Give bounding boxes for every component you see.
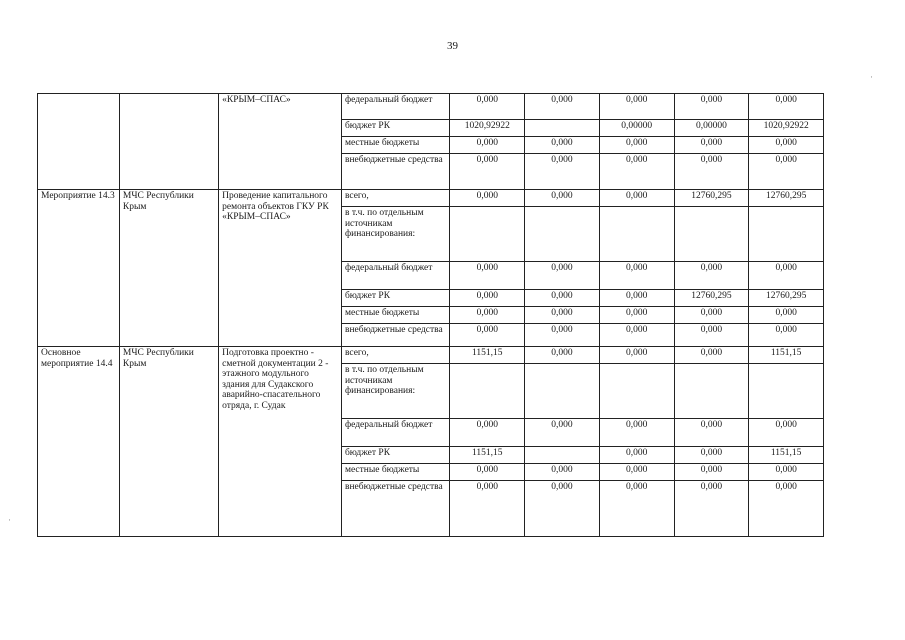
amount-cell: 0,000 (674, 481, 749, 537)
amount-cell: 0,000 (525, 154, 600, 190)
amount-cell (525, 120, 600, 137)
event-name-cell (38, 94, 120, 190)
amount-cell: 0,000 (525, 324, 600, 347)
amount-cell: 0,000 (599, 481, 674, 537)
amount-cell: 0,000 (599, 190, 674, 207)
amount-cell: 0,000 (599, 419, 674, 447)
budget-table-body (38, 94, 824, 537)
event-name-cell: Основное мероприятие 14.4 (38, 347, 120, 537)
amount-cell: 0,000 (525, 262, 600, 290)
amount-cell: 0,000 (674, 94, 749, 120)
amount-cell: 0,000 (674, 154, 749, 190)
amount-cell: 0,000 (599, 464, 674, 481)
amount-cell (749, 364, 824, 419)
executor-cell (119, 94, 218, 190)
funding-source-cell: в т.ч. по отдельным источникам финансирования: (341, 207, 449, 262)
amount-cell: 0,000 (749, 419, 824, 447)
funding-source-cell: федеральный бюджет (341, 419, 449, 447)
amount-cell: 12760,295 (749, 190, 824, 207)
table-row (38, 94, 824, 120)
executor-cell: МЧС Республики Крым (119, 190, 218, 347)
amount-cell: 0,000 (450, 464, 525, 481)
funding-source-cell: местные бюджеты (341, 464, 449, 481)
funding-source-cell: внебюджетные средства (341, 324, 449, 347)
funding-source-cell: местные бюджеты (341, 137, 449, 154)
funding-source-cell: внебюджетные средства (341, 481, 449, 537)
funding-source-cell: всего, (341, 190, 449, 207)
funding-source-cell: всего, (341, 347, 449, 364)
amount-cell (525, 447, 600, 464)
amount-cell: 0,000 (525, 464, 600, 481)
amount-cell: 0,000 (749, 94, 824, 120)
amount-cell: 0,000 (450, 154, 525, 190)
amount-cell: 0,000 (749, 262, 824, 290)
amount-cell: 0,000 (599, 324, 674, 347)
amount-cell: 0,000 (450, 419, 525, 447)
amount-cell: 0,000 (450, 262, 525, 290)
funding-source-cell: бюджет РК (341, 120, 449, 137)
amount-cell: 0,000 (599, 262, 674, 290)
object-cell: «КРЫМ–СПАС» (219, 94, 342, 190)
amount-cell: 0,000 (674, 137, 749, 154)
amount-cell (450, 207, 525, 262)
amount-cell: 12760,295 (674, 190, 749, 207)
amount-cell: 0,000 (674, 347, 749, 364)
amount-cell: 0,000 (450, 307, 525, 324)
amount-cell: 0,000 (450, 137, 525, 154)
amount-cell (749, 207, 824, 262)
amount-cell: 0,000 (599, 137, 674, 154)
amount-cell: 1151,15 (749, 347, 824, 364)
amount-cell: 0,000 (674, 464, 749, 481)
table-row (38, 347, 824, 364)
amount-cell: 0,000 (525, 481, 600, 537)
event-name-cell: Мероприятие 14.3 (38, 190, 120, 347)
amount-cell: 0,000 (599, 307, 674, 324)
amount-cell: 0,000 (525, 307, 600, 324)
amount-cell: 1020,92922 (450, 120, 525, 137)
amount-cell: 0,000 (450, 94, 525, 120)
amount-cell: 0,000 (450, 190, 525, 207)
amount-cell: 0,000 (525, 419, 600, 447)
amount-cell (599, 207, 674, 262)
amount-cell: 0,000 (599, 290, 674, 307)
amount-cell: 0,000 (749, 464, 824, 481)
amount-cell: 0,000 (599, 347, 674, 364)
amount-cell: 0,000 (525, 290, 600, 307)
funding-source-cell: федеральный бюджет (341, 262, 449, 290)
amount-cell: 0,000 (525, 190, 600, 207)
amount-cell: 0,000 (599, 94, 674, 120)
amount-cell: 0,000 (749, 137, 824, 154)
amount-cell: 0,000 (674, 447, 749, 464)
funding-source-cell: федеральный бюджет (341, 94, 449, 120)
amount-cell (674, 207, 749, 262)
budget-table (37, 93, 824, 537)
amount-cell: 0,000 (450, 324, 525, 347)
amount-cell: 0,000 (749, 307, 824, 324)
amount-cell: 1151,15 (450, 347, 525, 364)
amount-cell: 0,00000 (599, 120, 674, 137)
object-cell: Проведение капитального ремонта объектов ГКУ РК «КРЫМ–СПАС» (219, 190, 342, 347)
executor-cell: МЧС Республики Крым (119, 347, 218, 537)
scan-mark: · (870, 72, 873, 82)
amount-cell: 0,000 (525, 347, 600, 364)
amount-cell: 1020,92922 (749, 120, 824, 137)
funding-source-cell: бюджет РК (341, 290, 449, 307)
funding-source-cell: местные бюджеты (341, 307, 449, 324)
amount-cell: 0,000 (674, 262, 749, 290)
scan-mark: · (8, 515, 11, 525)
amount-cell: 0,000 (525, 94, 600, 120)
amount-cell: 1151,15 (450, 447, 525, 464)
amount-cell: 0,000 (749, 324, 824, 347)
amount-cell (525, 364, 600, 419)
amount-cell: 0,000 (749, 154, 824, 190)
amount-cell: 12760,295 (674, 290, 749, 307)
amount-cell: 1151,15 (749, 447, 824, 464)
amount-cell (525, 207, 600, 262)
amount-cell (674, 364, 749, 419)
amount-cell: 0,000 (749, 481, 824, 537)
funding-source-cell: внебюджетные средства (341, 154, 449, 190)
funding-source-cell: в т.ч. по отдельным источникам финансирования: (341, 364, 449, 419)
amount-cell: 0,000 (450, 290, 525, 307)
amount-cell: 0,000 (674, 419, 749, 447)
amount-cell (450, 364, 525, 419)
amount-cell: 0,00000 (674, 120, 749, 137)
amount-cell: 0,000 (674, 324, 749, 347)
amount-cell: 0,000 (525, 137, 600, 154)
amount-cell: 0,000 (599, 154, 674, 190)
amount-cell: 12760,295 (749, 290, 824, 307)
amount-cell: 0,000 (674, 307, 749, 324)
funding-source-cell: бюджет РК (341, 447, 449, 464)
amount-cell: 0,000 (599, 447, 674, 464)
amount-cell: 0,000 (450, 481, 525, 537)
object-cell: Подготовка проектно - сметной документации 2 - этажного модульного здания для Судакского аварийно-спасательного отряда, г. Судак (219, 347, 342, 537)
page-number: 39 (447, 40, 458, 52)
table-row (38, 190, 824, 207)
amount-cell (599, 364, 674, 419)
